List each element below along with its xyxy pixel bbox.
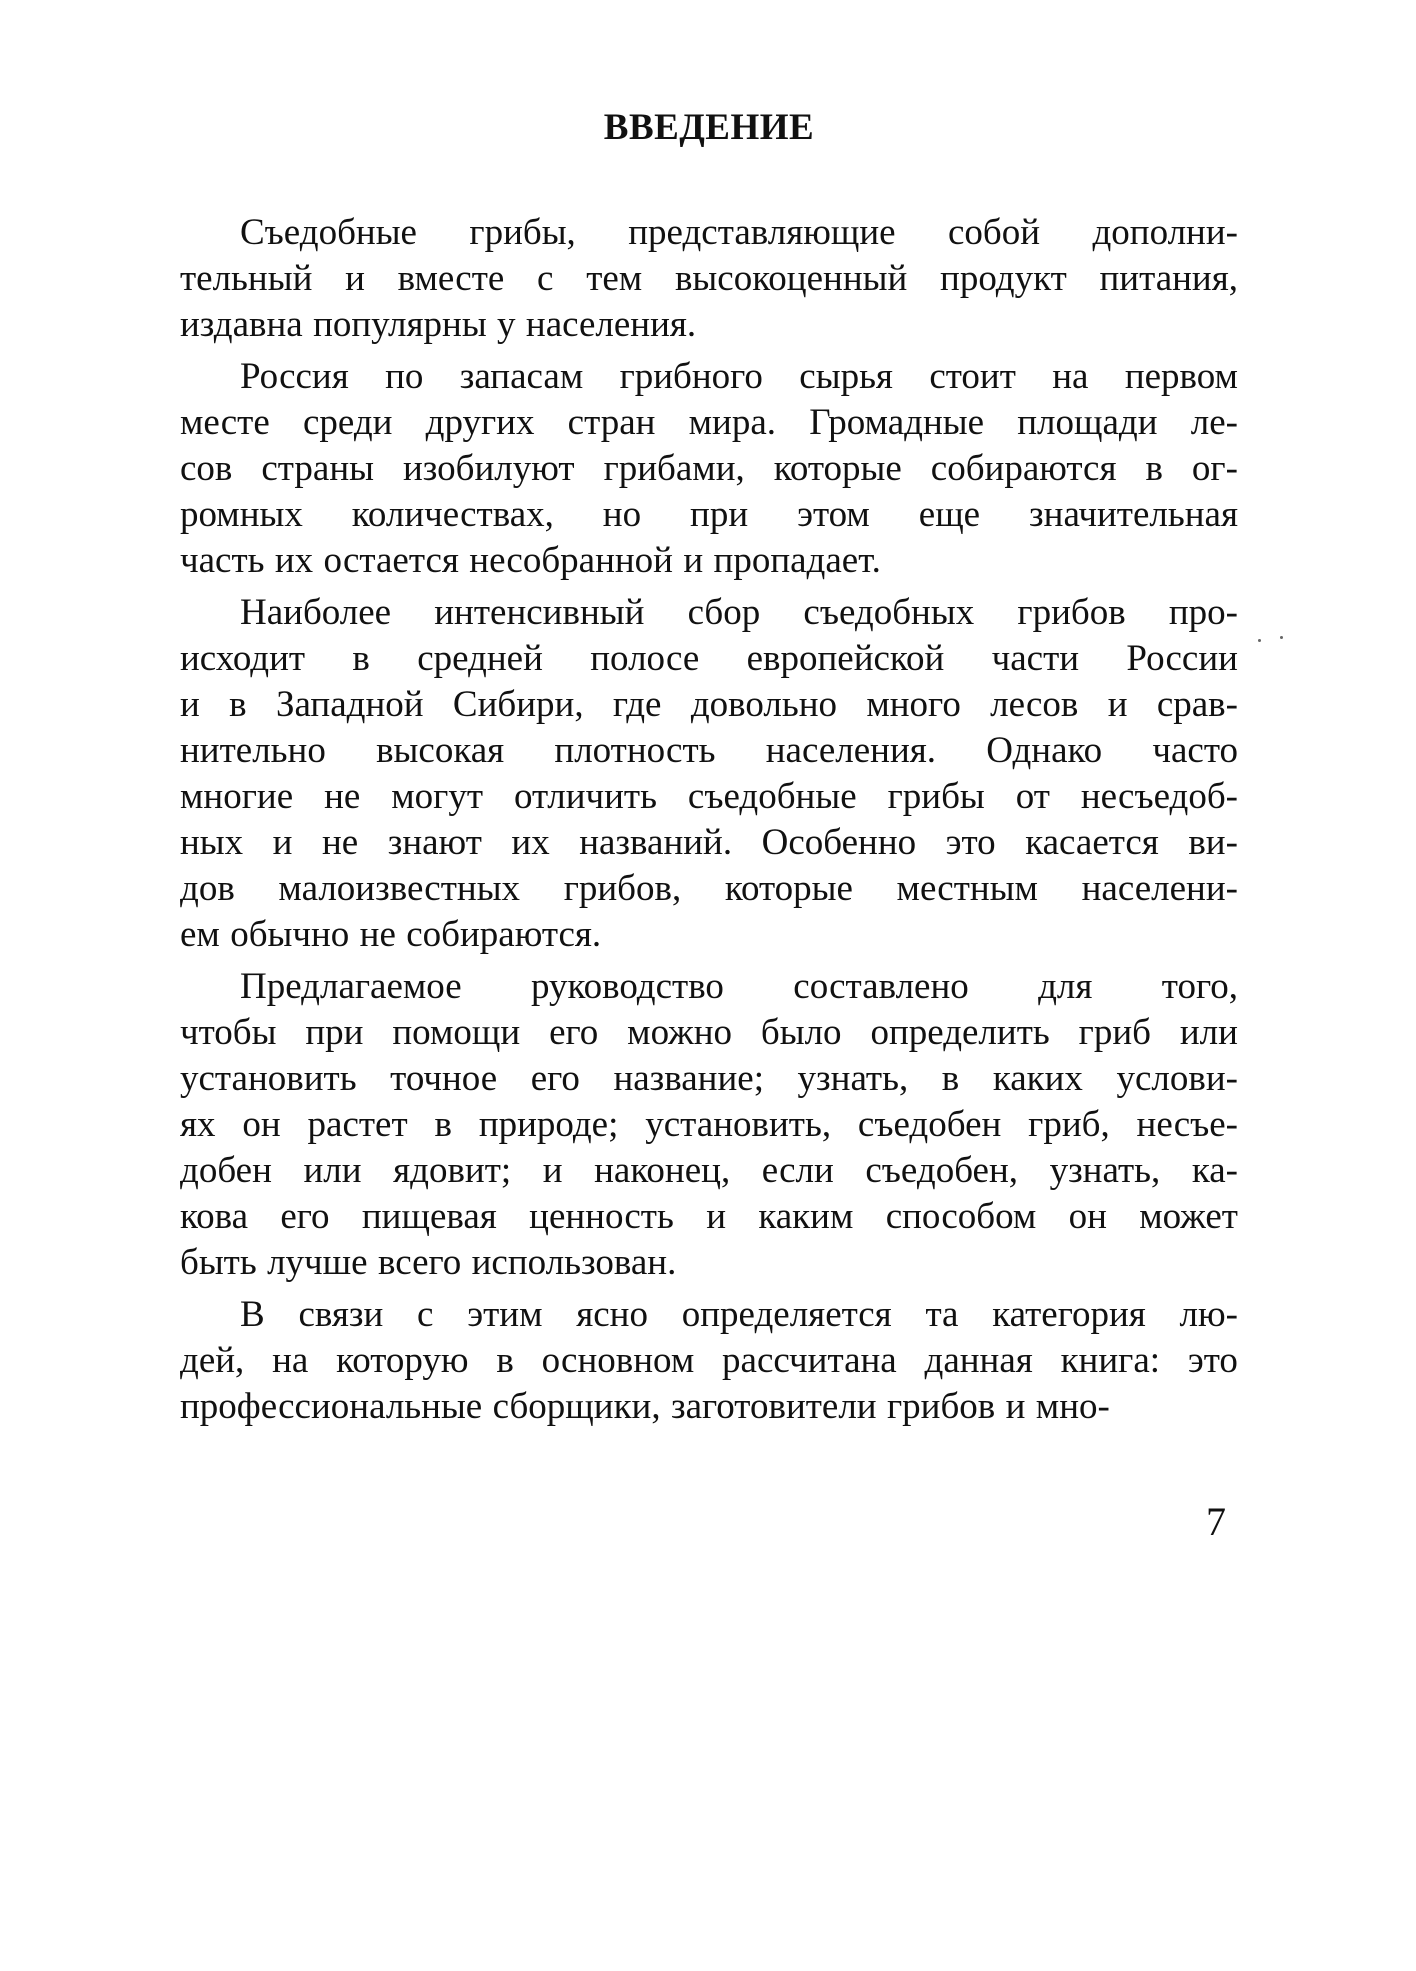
word: Предлагаемое (240, 966, 462, 1007)
word: тем (586, 258, 643, 299)
word: Особенно (761, 822, 917, 863)
text-line (180, 590, 1238, 636)
word: собой (947, 212, 1041, 253)
text-line (180, 492, 1238, 538)
word: высокоценный (674, 258, 908, 299)
word: дополни- (1092, 212, 1238, 253)
word: не (324, 776, 361, 817)
word: часто (1152, 730, 1238, 771)
word: населени- (1081, 868, 1238, 909)
word: продукт (940, 258, 1067, 299)
word: грибов (1017, 592, 1126, 633)
word: лучше (267, 1242, 368, 1283)
word: и (272, 822, 293, 863)
word: многие (180, 776, 294, 817)
word: кова (180, 1196, 249, 1237)
paragraph (180, 354, 1238, 584)
word: может (1139, 1196, 1238, 1237)
paragraph (180, 210, 1238, 348)
word: издавна (180, 304, 303, 345)
word: это (1187, 1340, 1238, 1381)
word: местным (896, 868, 1038, 909)
word: категория (992, 1294, 1146, 1335)
word: остается (323, 540, 459, 581)
word: было (760, 1012, 842, 1053)
word: ем (180, 914, 220, 955)
word: лесов (990, 684, 1079, 725)
word: это (945, 822, 996, 863)
word: площади (1017, 402, 1158, 443)
word: ог- (1191, 448, 1238, 489)
word: быть (180, 1242, 257, 1283)
word: ных (180, 822, 244, 863)
word: чтобы (180, 1012, 277, 1053)
word: в (352, 638, 370, 679)
word: рассчитана (722, 1340, 897, 1381)
word: мно- (1035, 1386, 1110, 1427)
word: определяется (681, 1294, 892, 1335)
scan-smudge (1258, 636, 1284, 642)
word: грибов (886, 1386, 996, 1427)
word: представляющие (628, 212, 896, 253)
text-line (180, 446, 1238, 492)
word: ви- (1188, 822, 1238, 863)
word: ромных (180, 494, 303, 535)
word: в (496, 1340, 514, 1381)
word: европейской (746, 638, 945, 679)
word: пропадает. (713, 540, 881, 581)
word: узнать, (797, 1058, 909, 1099)
word: Наиболее (240, 592, 392, 633)
text-line (180, 1338, 1238, 1384)
word: могут (391, 776, 484, 817)
body-text (180, 210, 1238, 1436)
paragraph (180, 590, 1238, 958)
word: довольно (690, 684, 838, 725)
word: при (305, 1012, 364, 1053)
word: с (537, 258, 554, 299)
word: которые (724, 868, 853, 909)
word: съедобные (687, 776, 857, 817)
word: еще (918, 494, 981, 535)
word: грибного (619, 356, 763, 397)
word: вместе (397, 258, 505, 299)
word: грибы, (469, 212, 576, 253)
word: наконец, (594, 1150, 731, 1191)
word: стран (567, 402, 656, 443)
word: его (530, 1058, 580, 1099)
text-line (180, 1102, 1238, 1148)
word: про- (1168, 592, 1238, 633)
text-line (180, 400, 1238, 446)
word: питания, (1099, 258, 1238, 299)
word: ях (180, 1104, 216, 1145)
word: ле- (1190, 402, 1238, 443)
word: высокая (376, 730, 505, 771)
word: отличить (513, 776, 657, 817)
word: их (511, 822, 550, 863)
word: и (1005, 1386, 1026, 1427)
word: сбор (687, 592, 761, 633)
word: Съедобные (240, 212, 417, 253)
word: много (866, 684, 961, 725)
word: средней (417, 638, 543, 679)
word: населения. (765, 730, 937, 771)
word: дей, (180, 1340, 245, 1381)
text-line (180, 210, 1238, 256)
text-line (180, 636, 1238, 682)
text-line (180, 1384, 1238, 1430)
word: касается (1025, 822, 1159, 863)
word: грибами, (603, 448, 745, 489)
word: часть (180, 540, 265, 581)
word: природе; (478, 1104, 619, 1145)
word: съедобен, (865, 1150, 1018, 1191)
page-number: 7 (1206, 1499, 1226, 1544)
word: в (941, 1058, 960, 1099)
word: собираются. (406, 914, 602, 955)
word: тельный (180, 258, 313, 299)
word: установить, (645, 1104, 832, 1145)
word: населения. (525, 304, 697, 345)
word: среди (302, 402, 393, 443)
word: профессиональные (180, 1386, 483, 1427)
word: страны (261, 448, 375, 489)
text-line (180, 1194, 1238, 1240)
word: части (991, 638, 1080, 679)
text-line (180, 774, 1238, 820)
word: в (1145, 448, 1163, 489)
chapter-title: ВВЕДЕНИЕ (603, 107, 815, 148)
word: В (240, 1294, 265, 1335)
word: грибов, (563, 868, 682, 909)
word: этим (467, 1294, 543, 1335)
word: Западной (275, 684, 424, 725)
word: составлено (793, 966, 969, 1007)
word: услови- (1116, 1058, 1238, 1099)
word: использован. (471, 1242, 677, 1283)
word: он (1068, 1196, 1107, 1237)
word: этом (797, 494, 870, 535)
word: и (345, 258, 365, 299)
word: в (434, 1104, 452, 1145)
text-line (180, 820, 1238, 866)
word: его (280, 1196, 330, 1237)
word: знают (387, 822, 482, 863)
word: интенсивный (434, 592, 645, 633)
word: ядовит; (393, 1150, 512, 1191)
word: узнать, (1049, 1150, 1161, 1191)
word: которые (773, 448, 902, 489)
word: Однако (986, 730, 1103, 771)
word: название; (613, 1058, 764, 1099)
word: и (1107, 684, 1128, 725)
word: Громадные (809, 402, 985, 443)
word: он (242, 1104, 281, 1145)
word: того, (1161, 966, 1238, 1007)
word: первом (1124, 356, 1238, 397)
word: та (925, 1294, 959, 1335)
text-line (180, 538, 1238, 584)
word: малоизвестных (278, 868, 521, 909)
word: собираются (930, 448, 1117, 489)
word: количествах, (351, 494, 554, 535)
text-line (180, 1056, 1238, 1102)
word: несобранной (469, 540, 673, 581)
word: мира. (688, 402, 777, 443)
word: от (1015, 776, 1050, 817)
word: если (761, 1150, 834, 1191)
text-line (180, 256, 1238, 302)
word: плотность (554, 730, 716, 771)
word: у (497, 304, 516, 345)
word: полосе (590, 638, 700, 679)
word: месте (180, 402, 270, 443)
word: или (303, 1150, 362, 1191)
text-line (180, 682, 1238, 728)
word: их (274, 540, 314, 581)
word: и (180, 684, 200, 725)
word: стоит (929, 356, 1016, 397)
word: пищевая (361, 1196, 497, 1237)
word: нительно (180, 730, 326, 771)
word: и (542, 1150, 563, 1191)
word: съедобных (803, 592, 975, 633)
word: данная (924, 1340, 1033, 1381)
word: определить (870, 1012, 1050, 1053)
word: сборщики, (492, 1386, 661, 1427)
word: книга: (1060, 1340, 1161, 1381)
word: можно (627, 1012, 733, 1053)
word: которую (336, 1340, 469, 1381)
word: каких (992, 1058, 1083, 1099)
word: несъе- (1136, 1104, 1238, 1145)
word: не (359, 914, 396, 955)
word: ясно (576, 1294, 648, 1335)
word: Россия (240, 356, 349, 397)
word: помощи (392, 1012, 521, 1053)
word: запасам (459, 356, 584, 397)
word: популярны (313, 304, 487, 345)
text-line (180, 1240, 1238, 1286)
word: способом (885, 1196, 1037, 1237)
text-line (180, 1010, 1238, 1056)
word: добен (180, 1150, 272, 1191)
word: и (683, 540, 704, 581)
word: гриб, (1028, 1104, 1110, 1145)
word: заготовители (670, 1386, 877, 1427)
word: где (612, 684, 662, 725)
word: России (1126, 638, 1238, 679)
word: съедобен (857, 1104, 1002, 1145)
word: гриб (1078, 1012, 1151, 1053)
word: руководство (531, 966, 724, 1007)
paragraph (180, 964, 1238, 1286)
word: всего (377, 1242, 462, 1283)
text-line (180, 1292, 1238, 1338)
word: сов (180, 448, 233, 489)
word: изобилуют (402, 448, 575, 489)
word: каким (758, 1196, 854, 1237)
word: при (690, 494, 749, 535)
word: названий. (579, 822, 733, 863)
word: точное (390, 1058, 498, 1099)
word: сырья (799, 356, 893, 397)
text-line (180, 1148, 1238, 1194)
word: для (1038, 966, 1093, 1007)
text-line (180, 302, 1238, 348)
word: обычно (230, 914, 350, 955)
text-line (180, 354, 1238, 400)
word: значительная (1029, 494, 1238, 535)
word: ценность (529, 1196, 674, 1237)
word: исходит (180, 638, 306, 679)
paragraph (180, 1292, 1238, 1430)
word: связи (298, 1294, 384, 1335)
word: Сибири, (452, 684, 584, 725)
word: на (272, 1340, 309, 1381)
word: основном (541, 1340, 695, 1381)
word: ка- (1191, 1150, 1238, 1191)
text-line (180, 728, 1238, 774)
word: грибы (887, 776, 985, 817)
word: на (1052, 356, 1089, 397)
word: дов (180, 868, 235, 909)
text-line (180, 866, 1238, 912)
word: несъедоб- (1080, 776, 1238, 817)
text-line (180, 964, 1238, 1010)
word: по (385, 356, 424, 397)
word: но (602, 494, 642, 535)
word: других (425, 402, 535, 443)
word: лю- (1179, 1294, 1238, 1335)
word: установить (180, 1058, 357, 1099)
word: растет (307, 1104, 408, 1145)
word: и (706, 1196, 726, 1237)
word: с (417, 1294, 434, 1335)
word: в (229, 684, 247, 725)
word: срав- (1156, 684, 1238, 725)
text-line (180, 912, 1238, 958)
word: или (1179, 1012, 1238, 1053)
word: не (321, 822, 359, 863)
word: его (549, 1012, 599, 1053)
